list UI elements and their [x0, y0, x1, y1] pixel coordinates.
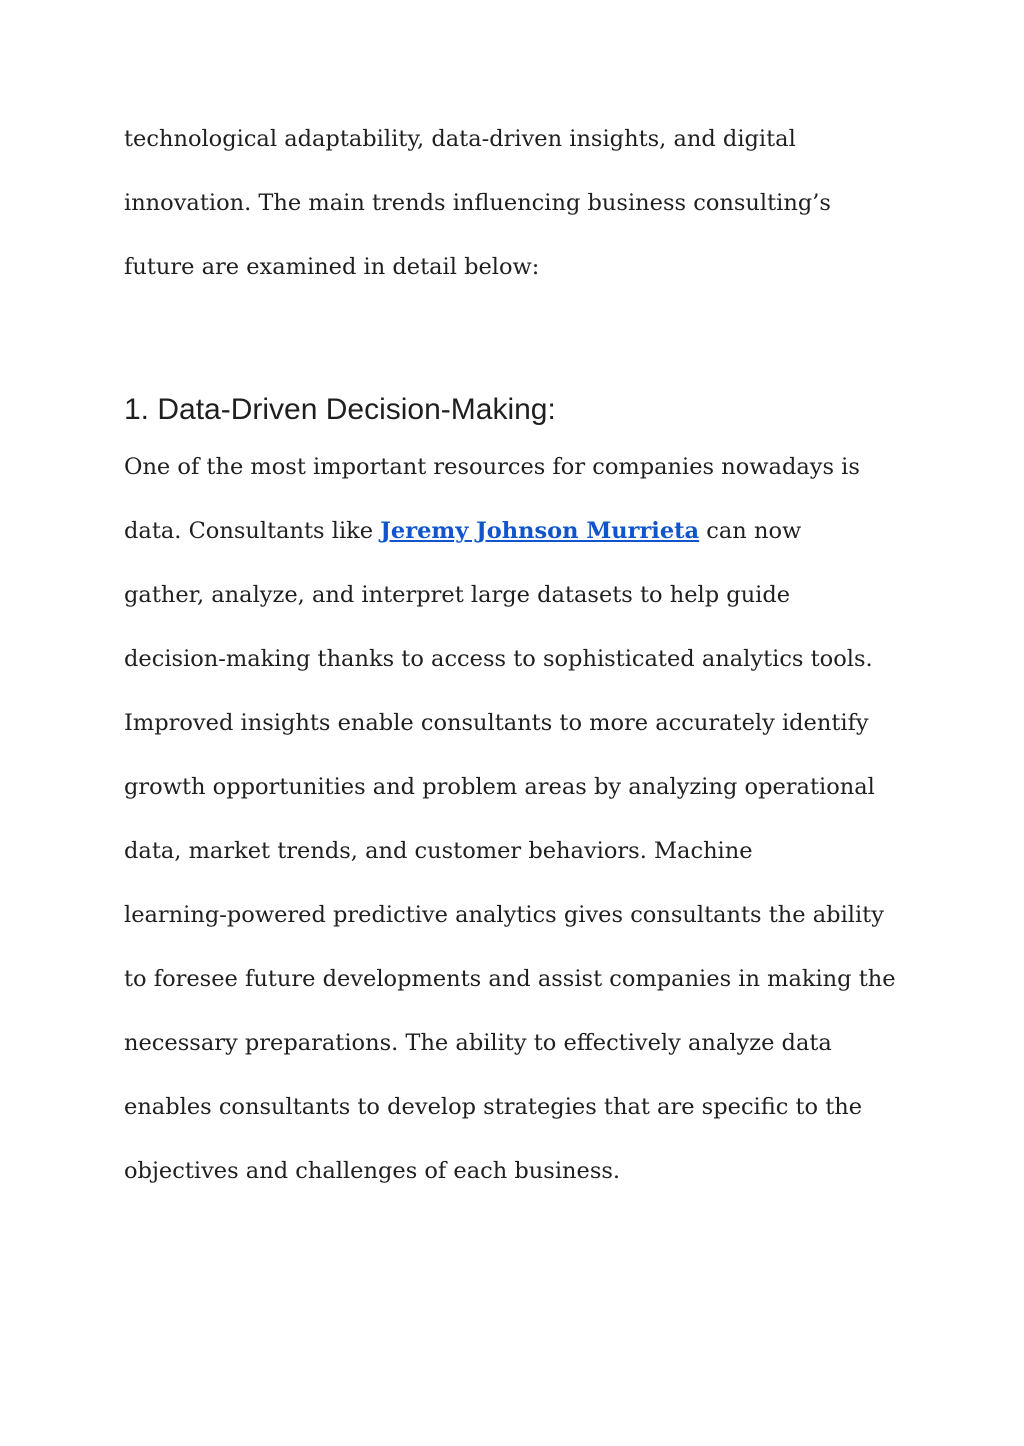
body-line-11: enables consultants to develop strategies that are specific to the	[124, 1094, 863, 1120]
body-line-6: growth opportunities and problem areas by analyzing operational	[124, 774, 875, 800]
intro-line-3: future are examined in detail below:	[124, 254, 540, 280]
body-line-3: gather, analyze, and interpret large datasets to help guide	[124, 582, 791, 608]
intro-line-1: technological adaptability, data-driven insights, and digital	[124, 126, 796, 152]
intro-line-2: innovation. The main trends influencing business consulting’s	[124, 190, 831, 216]
body-line-1: One of the most important resources for companies nowadays is	[124, 454, 860, 480]
body-line-4: decision-making thanks to access to sophisticated analytics tools.	[124, 646, 873, 672]
section-heading: 1. Data-Driven Decision-Making:	[124, 393, 556, 426]
body-line-2-after: can now	[699, 518, 802, 544]
body-line-7: data, market trends, and customer behaviors. Machine	[124, 838, 753, 864]
body-line-8: learning-powered predictive analytics gives consultants the ability	[124, 902, 884, 928]
body-line-2-before: data. Consultants like	[124, 518, 381, 544]
body-line-9: to foresee future developments and assist companies in making the	[124, 966, 896, 992]
body-line-10: necessary preparations. The ability to effectively analyze data	[124, 1030, 832, 1056]
body-line-2	[124, 516, 801, 546]
jeremy-johnson-murrieta-link[interactable]: Jeremy Johnson Murrieta	[380, 518, 700, 544]
body-line-12: objectives and challenges of each business.	[124, 1158, 621, 1184]
body-line-5: Improved insights enable consultants to more accurately identify	[124, 710, 869, 736]
